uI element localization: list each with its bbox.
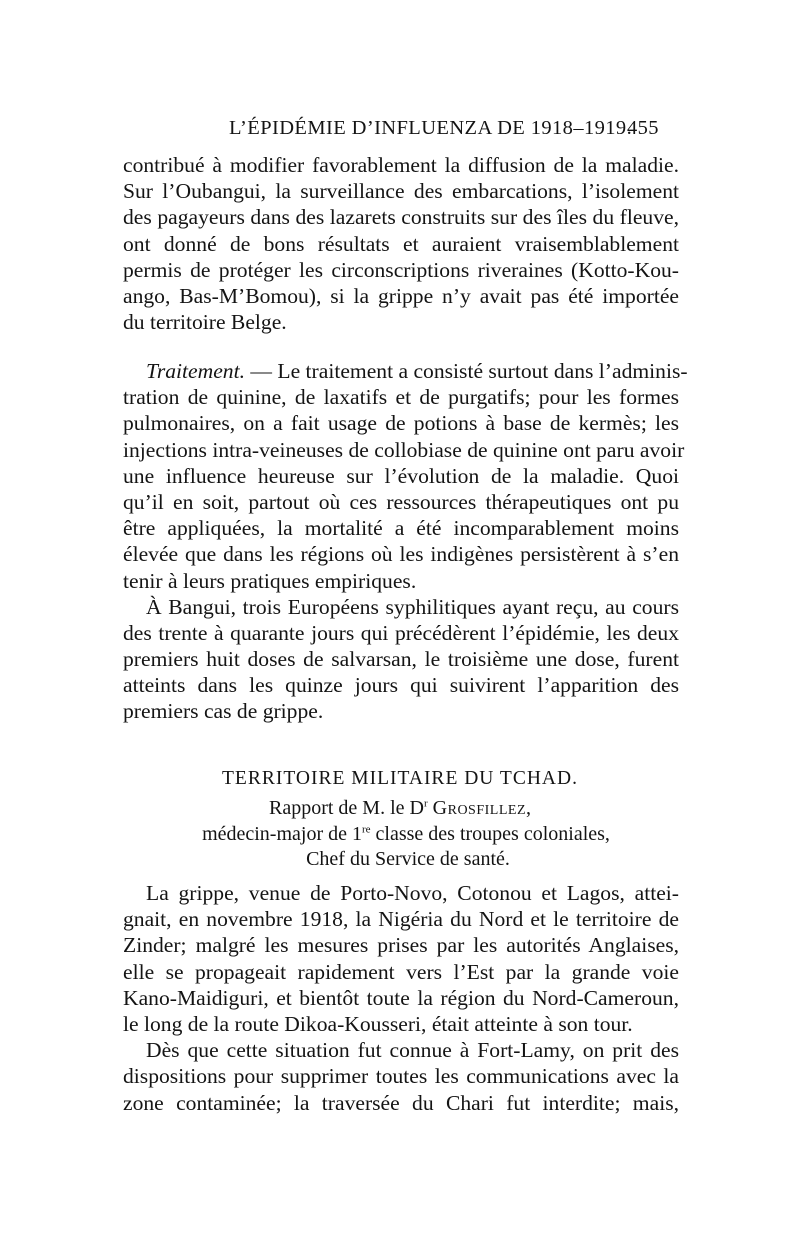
- text-line: des pagayeurs dans des lazarets construits sur des îles du fleuve,: [123, 205, 679, 230]
- text-line: du territoire Belge.: [123, 310, 287, 335]
- text-line: permis de protéger les circonscriptions riveraines (Kotto-Kou-: [123, 257, 679, 282]
- paragraph-continuation: [123, 152, 679, 335]
- text-line: La grippe, venue de Porto-Novo, Cotonou et Lagos, attei-: [146, 881, 679, 905]
- text-line: tenir à leurs pratiques empiriques.: [123, 568, 417, 593]
- text-line: gnait, en novembre 1918, la Nigéria du Nord et le territoire de: [123, 907, 679, 932]
- text-line: Dès que cette situation fut connue à Fort-Lamy, on prit des: [146, 1038, 679, 1063]
- section-title: TERRITOIRE MILITAIRE DU TCHAD.: [222, 768, 578, 789]
- text-line: être appliquées, la mortalité a été incomparablement moins: [123, 516, 679, 541]
- treatment-heading: Traitement.: [146, 359, 245, 383]
- treatment-paragraph: [123, 358, 688, 725]
- superscript: re: [362, 823, 371, 836]
- text-line: une influence heureuse sur l’évolution de la maladie. Quoi: [123, 463, 679, 488]
- report-rank: [6, 823, 800, 846]
- text-run: classe des troupes coloniales,: [370, 823, 610, 845]
- superscript: r: [423, 797, 428, 810]
- text-line: Kano-Maidiguri, et bientôt toute la région du Nord-Cameroun,: [123, 985, 679, 1010]
- text-line: ont donné de bons résultats et auraient vraisemblablement: [123, 231, 679, 256]
- report-author: [0, 797, 800, 820]
- text-run: médecin-major de 1: [202, 823, 362, 845]
- running-head-title: L’ÉPIDÉMIE D’INFLUENZA DE 1918–1919.: [229, 117, 633, 139]
- text-line: Zinder; malgré les mesures prises par les autorités Anglaises,: [123, 933, 679, 958]
- text-line: le long de la route Dikoa-Kousseri, était atteinte à son tour.: [123, 1011, 633, 1036]
- text-line: élevée que dans les régions où les indigènes persistèrent à s’en: [123, 542, 679, 567]
- text-line: dispositions pour supprimer toutes les communications avec la: [123, 1064, 679, 1089]
- text-line: tration de quinine, de laxatifs et de purgatifs; pour les formes: [123, 385, 679, 410]
- text-line: injections intra-veineuses de collobiase de quinine ont paru avoir: [123, 437, 685, 462]
- text-line: À Bangui, trois Européens syphilitiques ayant reçu, au cours: [146, 594, 679, 619]
- text-run: Rapport de M. le D: [269, 797, 424, 819]
- text-line: atteints dans les quinze jours qui suivirent l’apparition des: [123, 673, 679, 698]
- text-line: contribué à modifier favorablement la diffusion de la maladie.: [123, 153, 679, 177]
- text-run: ,: [526, 797, 531, 819]
- text-line: des trente à quarante jours qui précédèrent l’épidémie, les deux: [123, 620, 679, 645]
- text-line: Sur l’Oubangui, la surveillance des embarcations, l’isolement: [123, 179, 679, 204]
- text-line: [123, 358, 688, 384]
- text-run: — Le traitement a consisté surtout dans l’adminis-: [244, 359, 688, 383]
- text-line: premiers huit doses de salvarsan, le troisième une dose, furent: [123, 647, 679, 672]
- running-head: [0, 117, 800, 145]
- text-line: premiers cas de grippe.: [123, 699, 324, 724]
- text-line: qu’il en soit, partout où ces ressources thérapeutiques ont pu: [123, 489, 679, 514]
- page-number: 455: [627, 117, 659, 139]
- text-line: elle se propageait rapidement vers l’Est par la grande voie: [123, 959, 679, 984]
- text-line: zone contaminée; la traversée du Chari fut interdite; mais,: [123, 1090, 679, 1115]
- text-line: pulmonaires, on a fait usage de potions à base de kermès; les: [123, 411, 679, 436]
- author-name: Grosfillez: [432, 797, 526, 819]
- text-line: ango, Bas-M’Bomou), si la grippe n’y avait pas été importée: [123, 283, 679, 308]
- report-role: Chef du Service de santé.: [306, 848, 510, 870]
- tchad-paragraphs: [123, 880, 679, 1116]
